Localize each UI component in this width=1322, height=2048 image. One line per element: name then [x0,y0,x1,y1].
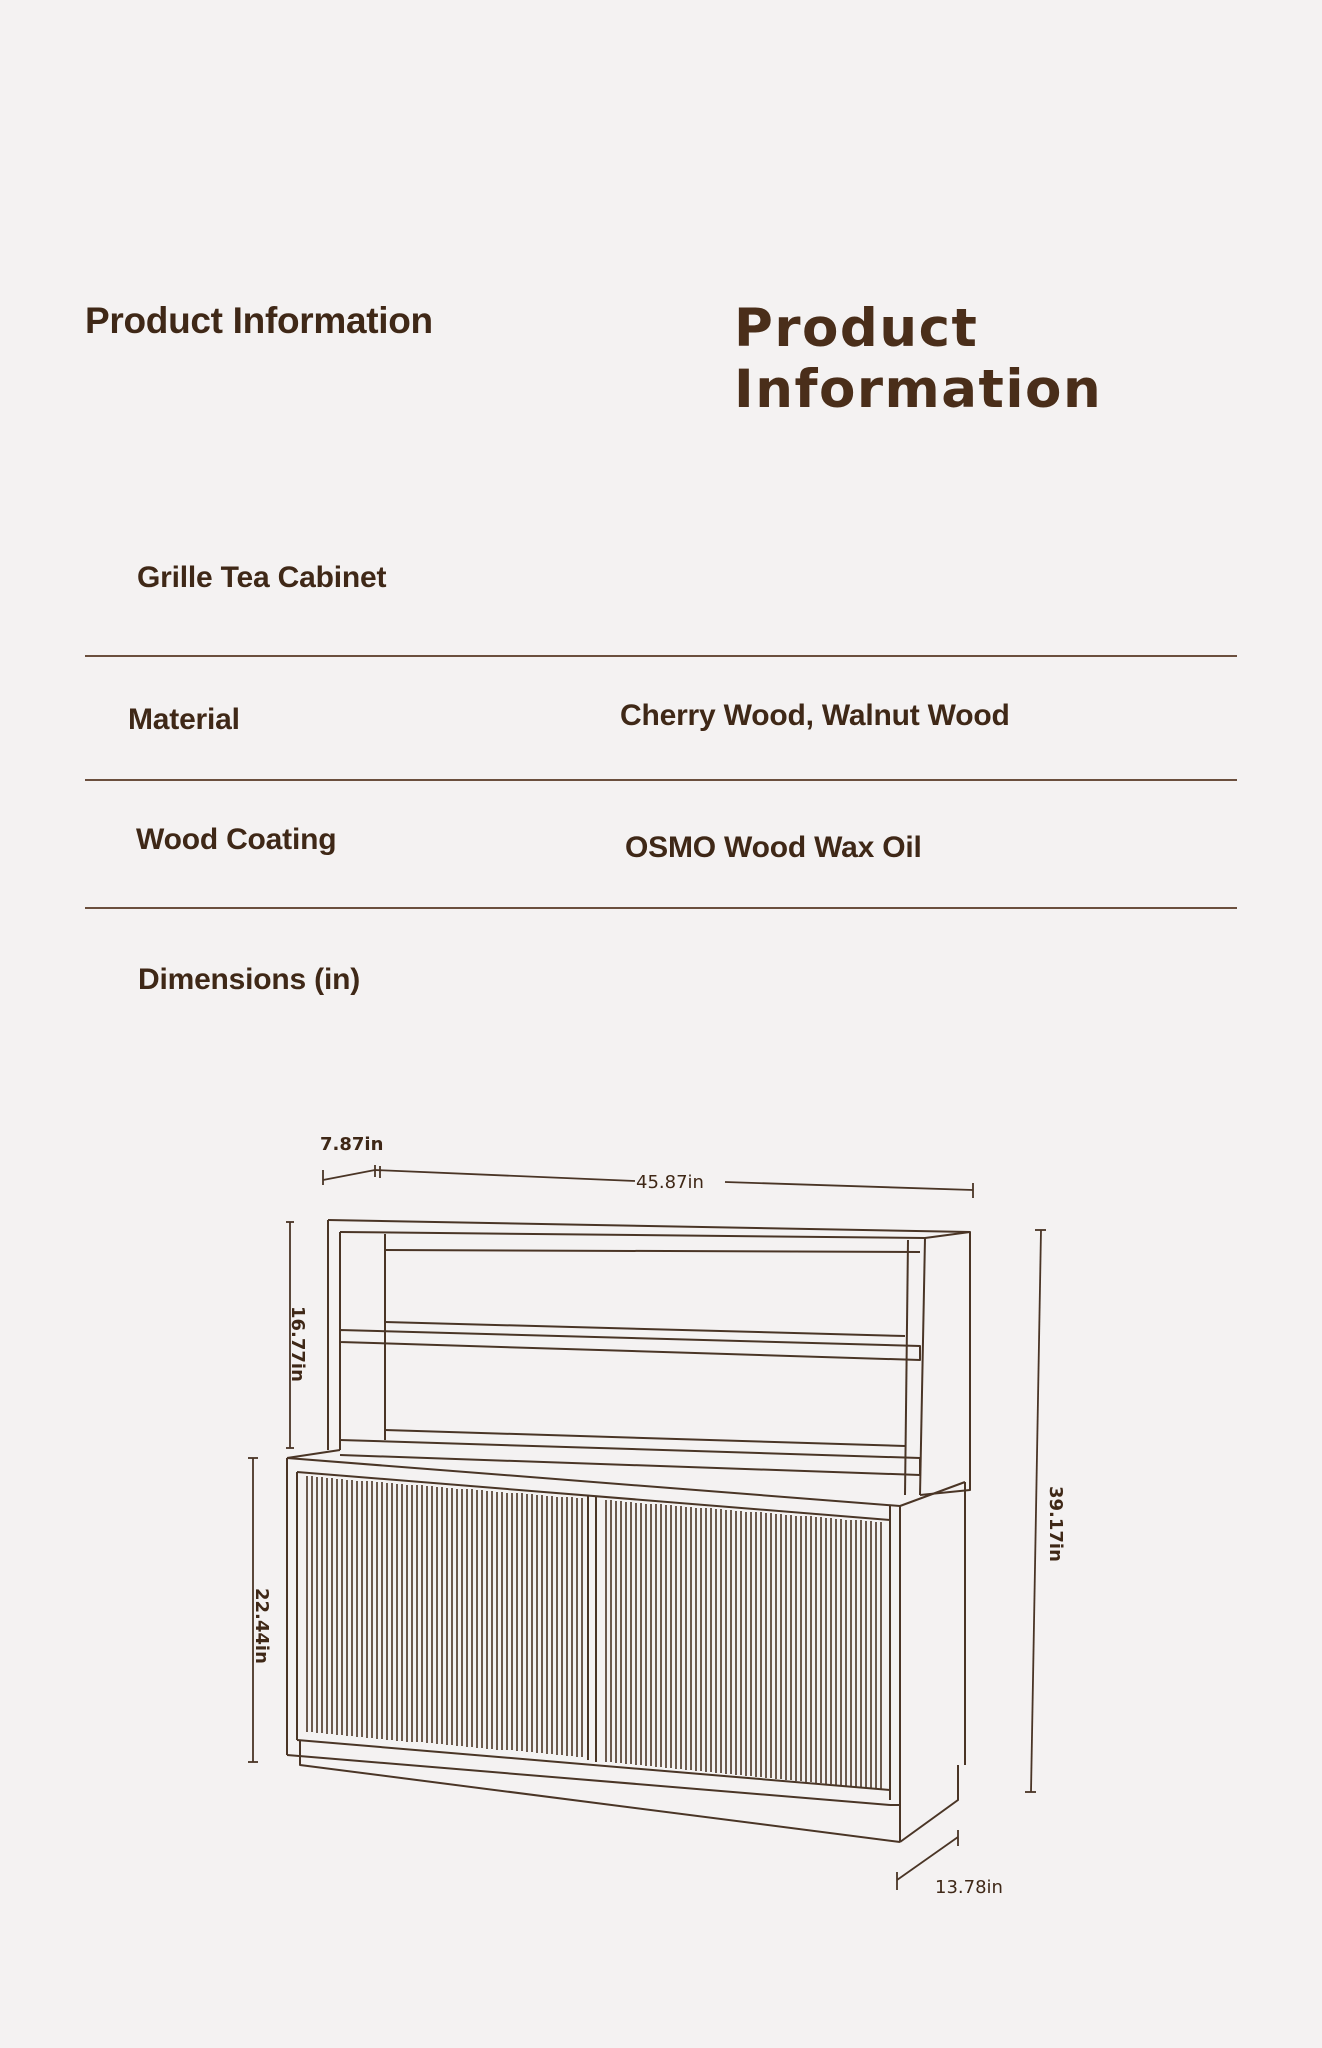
spec-value-coating: OSMO Wood Wax Oil [625,831,922,864]
hutch-outline [328,1220,970,1495]
dim-lower-height: 22.44in [251,1588,272,1664]
page-title-alt: Product Information [734,298,1103,420]
dim-width: 45.87in [636,1172,704,1193]
dim-base-depth: 13.78in [935,1877,1003,1898]
dimensions-heading: Dimensions (in) [138,963,361,996]
spec-label-material: Material [128,703,240,736]
grille-slats [307,1476,881,1789]
dim-upper-height: 16.77in [287,1306,308,1382]
page-title: Product Information [85,300,433,341]
spec-value-material: Cherry Wood, Walnut Wood [620,699,1010,732]
dim-top-depth: 7.87in [320,1134,384,1155]
dim-total-height: 39.17in [1045,1486,1066,1562]
product-name: Grille Tea Cabinet [137,561,387,594]
spec-label-coating: Wood Coating [136,823,337,856]
